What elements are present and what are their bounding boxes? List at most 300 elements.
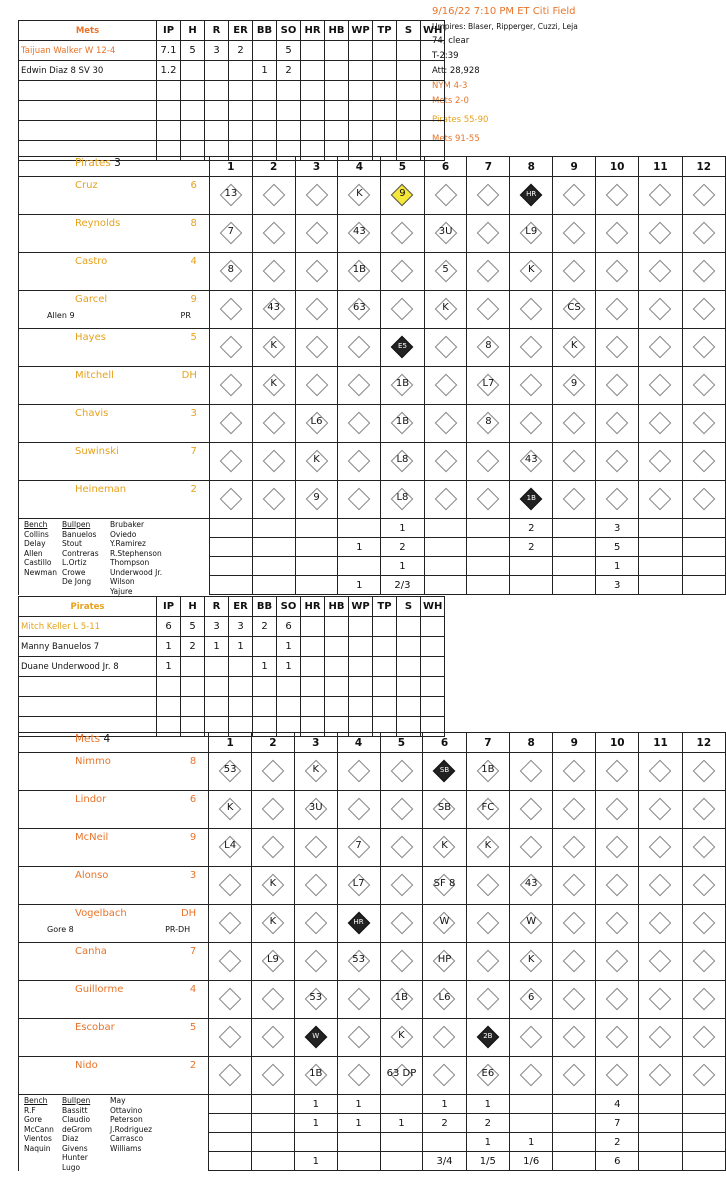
- pitcher-stat: 1: [229, 637, 253, 657]
- diamond: [219, 950, 242, 973]
- at-bat-cell: [252, 943, 295, 981]
- diamond: [220, 298, 243, 321]
- roster-name: Bullpen: [62, 1096, 91, 1105]
- pitcher-stat: [181, 81, 205, 101]
- diamond: [606, 184, 629, 207]
- diamond: [606, 488, 629, 511]
- pitcher-stat: [421, 81, 445, 101]
- diamond: [477, 450, 500, 473]
- batter-name: Cruz: [75, 180, 98, 191]
- roster-name: Wilson: [110, 577, 135, 586]
- diamond: [606, 874, 629, 897]
- at-bat-cell: [252, 367, 295, 405]
- diamond: [649, 260, 672, 283]
- at-bat-result: 6: [528, 992, 535, 1003]
- pirates-pitching-team: Pirates: [19, 597, 157, 617]
- totals-value: [639, 1133, 682, 1152]
- pitcher-stat: [253, 81, 277, 101]
- diamond: [262, 488, 285, 511]
- pitcher-name: [19, 677, 157, 697]
- pitcher-stat: [205, 121, 229, 141]
- totals-value: [295, 519, 338, 538]
- at-bat-cell: [510, 867, 553, 905]
- diamond: [649, 450, 672, 473]
- pitcher-stat: [349, 697, 373, 717]
- diamond: [305, 950, 328, 973]
- at-bat-result: 3U: [438, 226, 453, 237]
- totals-value: 1: [294, 1095, 337, 1114]
- diamond: [305, 298, 328, 321]
- pitcher-stat: [349, 637, 373, 657]
- inning-header: 7: [466, 733, 509, 753]
- sub-name: Allen 9: [47, 311, 75, 320]
- at-bat-cell: [639, 753, 682, 791]
- batter-row: [19, 329, 726, 367]
- at-bat-cell: [467, 443, 510, 481]
- totals-value: [209, 1133, 252, 1152]
- diamond: [606, 1026, 629, 1049]
- diamond: [692, 450, 715, 473]
- at-bat-result: 43: [524, 454, 538, 465]
- totals-value: 1: [380, 1114, 423, 1133]
- pitcher-stat: [325, 677, 349, 697]
- diamond: [649, 760, 672, 783]
- pitcher-stat: [421, 101, 445, 121]
- at-bat-cell: [553, 367, 596, 405]
- diamond: [262, 760, 285, 783]
- diamond: [692, 374, 715, 397]
- at-bat-result: E6: [481, 1068, 495, 1079]
- at-bat-cell: [380, 867, 423, 905]
- at-bat-result: 43: [352, 226, 366, 237]
- diamond: [477, 488, 500, 511]
- totals-value: 2: [423, 1114, 466, 1133]
- pitcher-stat: [301, 41, 325, 61]
- at-bat-cell: [510, 905, 553, 943]
- pitcher-stat: [229, 121, 253, 141]
- diamond: [563, 450, 586, 473]
- at-bat-cell: [209, 1057, 252, 1095]
- batter-name: Lindor: [75, 794, 107, 805]
- diamond: [563, 836, 586, 859]
- pitcher-row: [19, 121, 445, 141]
- at-bat-cell: [209, 253, 252, 291]
- diamond: [563, 184, 586, 207]
- stat-header: ER: [229, 597, 253, 617]
- batter-position: DH: [181, 370, 197, 381]
- final-score: NYM 4-3: [432, 81, 468, 91]
- totals-value: [553, 1114, 596, 1133]
- batter-row: [19, 867, 726, 905]
- diamond: [348, 412, 371, 435]
- pitcher-stat: [397, 121, 421, 141]
- diamond: [563, 950, 586, 973]
- at-bat-cell: [381, 443, 424, 481]
- at-bat-result: K: [570, 340, 578, 351]
- pitcher-name: Taijuan Walker W 12-4: [19, 41, 157, 61]
- totals-value: [467, 519, 510, 538]
- diamond: [692, 1064, 715, 1087]
- diamond: [219, 912, 242, 935]
- diamond: [692, 760, 715, 783]
- at-bat-cell: [295, 405, 338, 443]
- totals-value: [252, 519, 295, 538]
- at-bat-cell: [467, 215, 510, 253]
- diamond: [305, 912, 328, 935]
- pitcher-stat: 1: [205, 637, 229, 657]
- diamond: [649, 488, 672, 511]
- at-bat-cell: [553, 443, 596, 481]
- at-bat-result: K: [441, 840, 448, 851]
- pitcher-stat: [373, 697, 397, 717]
- stat-header: WH: [421, 21, 445, 41]
- pitcher-stat: [373, 121, 397, 141]
- at-bat-cell: [337, 867, 380, 905]
- pitcher-name: [19, 101, 157, 121]
- at-bat-result: L6: [310, 416, 323, 427]
- batter-cell: [19, 481, 210, 519]
- at-bat-cell: [380, 905, 423, 943]
- pitcher-stat: [157, 121, 181, 141]
- totals-value: 2: [596, 1133, 639, 1152]
- totals-value: [252, 576, 295, 595]
- pitcher-stat: [181, 121, 205, 141]
- pitcher-stat: [301, 677, 325, 697]
- at-bat-cell: [337, 753, 380, 791]
- diamond: [262, 798, 285, 821]
- roster-name: Crowe: [62, 567, 86, 577]
- at-bat-cell: [639, 1019, 682, 1057]
- totals-value: [682, 557, 725, 576]
- diamond: [606, 950, 629, 973]
- diamond: [606, 912, 629, 935]
- at-bat-cell: [639, 329, 682, 367]
- diamond: [563, 988, 586, 1011]
- at-bat-result: K: [269, 878, 277, 889]
- at-bat-cell: [209, 905, 252, 943]
- pitcher-stat: 1: [157, 637, 181, 657]
- totals-value: 2: [381, 538, 424, 557]
- at-bat-result: K: [484, 840, 492, 851]
- diamond: [305, 336, 328, 359]
- at-bat-cell: [639, 253, 682, 291]
- totals-value: 1: [337, 1095, 380, 1114]
- at-bat-cell: [424, 405, 467, 443]
- at-bat-cell: [338, 177, 381, 215]
- at-bat-result: K: [442, 302, 449, 313]
- at-bat-cell: [381, 215, 424, 253]
- at-bat-cell: [423, 753, 466, 791]
- diamond: [219, 1064, 242, 1087]
- totals-value: [510, 576, 553, 595]
- at-bat-cell: [295, 329, 338, 367]
- pitcher-stat: [421, 41, 445, 61]
- pitcher-stat: [325, 101, 349, 121]
- pitcher-stat: [253, 697, 277, 717]
- at-bat-cell: [596, 943, 639, 981]
- diamond: [520, 1064, 543, 1087]
- at-bat-cell: [209, 443, 252, 481]
- diamond: [390, 912, 413, 935]
- totals-value: [467, 557, 510, 576]
- stat-header: HR: [301, 21, 325, 41]
- at-bat-cell: [682, 1019, 725, 1057]
- at-bat-cell: [553, 867, 596, 905]
- at-bat-cell: [295, 177, 338, 215]
- batter-cell: [19, 291, 210, 329]
- at-bat-cell: [209, 215, 252, 253]
- diamond: [606, 260, 629, 283]
- pitcher-name: Edwin Diaz 8 SV 30: [19, 61, 157, 81]
- roster-name: L.Ortiz: [62, 558, 87, 567]
- totals-value: [467, 576, 510, 595]
- batter-row: [19, 943, 726, 981]
- pitcher-name: Mitch Keller L 5-11: [19, 617, 157, 637]
- totals-value: [553, 1152, 596, 1171]
- pitcher-stat: [325, 657, 349, 677]
- pitcher-stat: 5: [277, 41, 301, 61]
- pitcher-stat: [301, 101, 325, 121]
- batter-row: [19, 405, 726, 443]
- at-bat-cell: [682, 405, 725, 443]
- totals-value: [337, 1152, 380, 1171]
- pitcher-stat: [373, 617, 397, 637]
- at-bat-cell: [295, 291, 338, 329]
- pitcher-stat: [349, 101, 373, 121]
- pitcher-stat: [229, 697, 253, 717]
- at-bat-cell: [209, 405, 252, 443]
- diamond: [433, 1026, 456, 1049]
- totals-value: [252, 538, 295, 557]
- roster-name: De Jong: [62, 577, 92, 586]
- mets-pitching-table: [18, 20, 445, 161]
- at-bat-cell: [209, 867, 252, 905]
- batter-position: 5: [189, 1022, 197, 1033]
- at-bat-cell: [423, 1019, 466, 1057]
- totals-value: 1: [294, 1114, 337, 1133]
- at-bat-cell: [381, 177, 424, 215]
- pitcher-stat: [181, 677, 205, 697]
- at-bat-result: 13: [224, 188, 238, 199]
- totals-value: 1: [337, 1114, 380, 1133]
- pitcher-stat: 1: [277, 637, 301, 657]
- totals-value: 1: [381, 519, 424, 538]
- batter-name: Chavis: [75, 408, 109, 419]
- diamond: [649, 184, 672, 207]
- pitcher-stat: [157, 81, 181, 101]
- diamond: [692, 336, 715, 359]
- at-bat-cell: [639, 867, 682, 905]
- pitcher-stat: [253, 637, 277, 657]
- pitcher-stat: [229, 677, 253, 697]
- roster-name: Castillo: [24, 558, 52, 567]
- batter-name: Canha: [75, 946, 107, 957]
- stat-header: SO: [277, 21, 301, 41]
- at-bat-cell: [510, 1019, 553, 1057]
- diamond: [520, 1026, 543, 1049]
- pitcher-stat: 1: [253, 657, 277, 677]
- batter-row: [19, 905, 726, 943]
- at-bat-cell: [553, 291, 596, 329]
- at-bat-cell: [294, 753, 337, 791]
- totals-value: [209, 576, 252, 595]
- game-notes: [432, 4, 578, 147]
- pitcher-stat: [157, 677, 181, 697]
- pitcher-stat: 2: [253, 617, 277, 637]
- roster-name: Yajure: [110, 586, 133, 596]
- pitcher-stat: [349, 81, 373, 101]
- at-bat-cell: [381, 481, 424, 519]
- diamond: [262, 988, 285, 1011]
- at-bat-cell: [381, 291, 424, 329]
- sub-name: Gore 8: [47, 925, 74, 934]
- totals-value: 1: [338, 538, 381, 557]
- diamond: [391, 298, 414, 321]
- stat-header: IP: [157, 597, 181, 617]
- diamond: [305, 222, 328, 245]
- at-bat-cell: [338, 481, 381, 519]
- totals-value: [380, 1133, 423, 1152]
- stat-header: WP: [349, 21, 373, 41]
- mets-record: Mets 91-55: [432, 134, 480, 144]
- diamond: [220, 450, 243, 473]
- pitcher-stat: 2: [181, 637, 205, 657]
- at-bat-cell: [596, 829, 639, 867]
- batter-cell: [19, 405, 210, 443]
- stat-header: S: [397, 597, 421, 617]
- totals-value: [639, 576, 682, 595]
- at-bat-cell: [294, 867, 337, 905]
- at-bat-result: L9: [525, 226, 538, 237]
- batter-position: 6: [189, 794, 197, 805]
- batter-cell: [19, 1057, 209, 1095]
- totals-value: [337, 1133, 380, 1152]
- stat-header: H: [181, 597, 205, 617]
- pitcher-stat: [301, 697, 325, 717]
- at-bat-cell: [682, 753, 725, 791]
- diamond: [649, 988, 672, 1011]
- diamond: [649, 374, 672, 397]
- pitcher-stat: [325, 41, 349, 61]
- pitcher-stat: [349, 617, 373, 637]
- stat-header: IP: [157, 21, 181, 41]
- totals-value: [682, 576, 725, 595]
- roster-name: May: [110, 1096, 126, 1105]
- totals-value: [380, 1152, 423, 1171]
- at-bat-cell: [467, 177, 510, 215]
- roster-name: Newman: [24, 567, 58, 577]
- stat-header: HB: [325, 21, 349, 41]
- totals-value: [553, 576, 596, 595]
- at-bat-cell: [424, 215, 467, 253]
- pitcher-stat: 7.1: [157, 41, 181, 61]
- at-bat-cell: [466, 981, 509, 1019]
- roster-name: Oviedo: [110, 529, 137, 539]
- totals-value: [338, 519, 381, 538]
- at-bat-result: FC: [481, 802, 495, 813]
- at-bat-result: K: [226, 802, 234, 813]
- pitcher-stat: 1: [253, 61, 277, 81]
- roster-name: Underwood Jr.: [110, 567, 163, 577]
- pitcher-stat: [301, 617, 325, 637]
- at-bat-cell: [294, 905, 337, 943]
- diamond: [434, 374, 457, 397]
- at-bat-cell: [553, 253, 596, 291]
- at-bat-cell: [596, 1019, 639, 1057]
- pitcher-stat: [229, 81, 253, 101]
- roster-name: Hunter: [62, 1153, 88, 1162]
- at-bat-cell: [639, 481, 682, 519]
- batter-name: Mitchell: [75, 370, 114, 381]
- totals-value: [682, 1095, 725, 1114]
- at-bat-cell: [209, 753, 252, 791]
- roster-name: Peterson: [110, 1115, 143, 1124]
- roster-name: Givens: [62, 1143, 88, 1153]
- at-bat-result: 5: [442, 264, 449, 275]
- weather: 74, clear: [432, 36, 470, 46]
- totals-value: [338, 557, 381, 576]
- pitcher-stat: [205, 657, 229, 677]
- at-bat-result: HP: [437, 954, 452, 965]
- at-bat-cell: [510, 367, 553, 405]
- diamond: [477, 222, 500, 245]
- batter-position: 4: [189, 984, 197, 995]
- inning-header: 4: [338, 157, 381, 177]
- pitcher-stat: 3: [229, 617, 253, 637]
- at-bat-cell: [682, 291, 725, 329]
- at-bat-cell: [295, 481, 338, 519]
- pitcher-stat: [157, 101, 181, 121]
- diamond: [649, 798, 672, 821]
- diamond: [219, 988, 242, 1011]
- at-bat-cell: [294, 1019, 337, 1057]
- at-bat-result: K: [356, 188, 363, 199]
- at-bat-cell: [424, 481, 467, 519]
- inning-header: 2: [252, 157, 295, 177]
- at-bat-result: 53: [352, 954, 365, 965]
- pitcher-name: [19, 81, 157, 101]
- totals-value: [639, 1152, 682, 1171]
- at-bat-result: 2B: [483, 1032, 493, 1040]
- diamond: [220, 412, 243, 435]
- diamond: [220, 374, 243, 397]
- at-bat-cell: [380, 791, 423, 829]
- pitcher-stat: 3: [205, 617, 229, 637]
- team-runs: 4: [103, 733, 111, 745]
- pitcher-stat: [373, 101, 397, 121]
- totals-value: 1: [294, 1152, 337, 1171]
- at-bat-result: HR: [526, 190, 537, 198]
- roster-name: J.Rodriguez: [110, 1124, 153, 1134]
- totals-value: 2: [510, 519, 553, 538]
- totals-value: [252, 557, 295, 576]
- at-bat-cell: [682, 905, 725, 943]
- batter-cell: [19, 791, 209, 829]
- pitcher-stat: [421, 61, 445, 81]
- diamond: [606, 412, 629, 435]
- at-bat-cell: [553, 215, 596, 253]
- at-bat-result: 63: [352, 302, 366, 313]
- at-bat-cell: [553, 753, 596, 791]
- diamond: [520, 298, 543, 321]
- totals-value: 1: [381, 557, 424, 576]
- at-bat-result: 8: [227, 264, 235, 275]
- totals-value: 1: [466, 1133, 509, 1152]
- batter-name: Guillorme: [75, 984, 124, 995]
- totals-value: 7: [596, 1114, 639, 1133]
- diamond: [348, 336, 371, 359]
- pitcher-stat: [325, 81, 349, 101]
